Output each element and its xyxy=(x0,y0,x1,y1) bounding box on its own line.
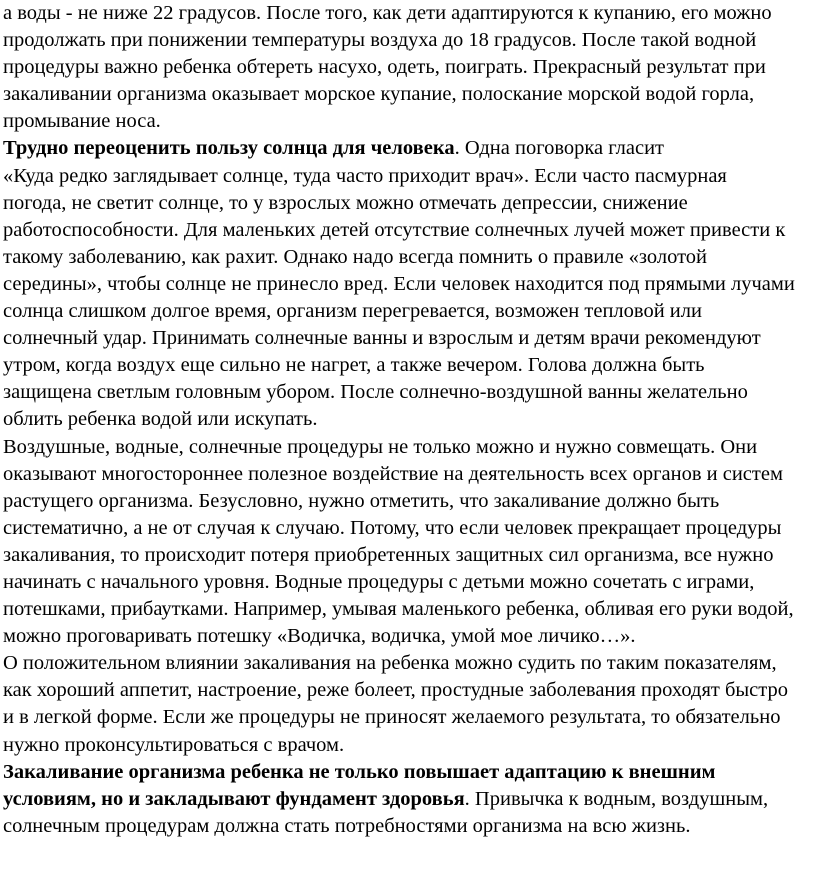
text-segment: солнечный удар. Принимать солнечные ванны и взрослым и детям врачи рекомендуют xyxy=(3,327,761,350)
text-segment: и в легкой форме. Если же процедуры не приносят желаемого результата, то обязательно xyxy=(3,706,781,729)
text-line xyxy=(3,379,816,406)
text-line xyxy=(3,271,816,298)
text-segment: защищена светлым головным убором. После солнечно-воздушной ванны желательно xyxy=(3,381,748,404)
bold-text-segment: Трудно переоценить пользу солнца для человека xyxy=(3,137,455,160)
text-segment: «Куда редко заглядывает солнце, туда часто приходит врач». Если часто пасмурная xyxy=(3,164,727,187)
text-segment: закаливания, то происходит потеря приобретенных защитных сил организма, все нужно xyxy=(3,543,774,566)
text-segment: Воздушные, водные, солнечные процедуры не только можно и нужно совмещать. Они xyxy=(3,435,758,458)
text-line xyxy=(3,596,816,623)
text-line xyxy=(3,217,816,244)
text-segment: солнечным процедурам должна стать потребностями организма на всю жизнь. xyxy=(3,814,691,837)
text-segment: можно проговаривать потешку «Водичка, водичка, умой мое личико…». xyxy=(3,625,636,648)
text-segment: О положительном влиянии закаливания на ребенка можно судить по таким показателям, xyxy=(3,652,777,675)
text-segment: процедуры важно ребенка обтереть насухо, одеть, поиграть. Прекрасный результат при xyxy=(3,56,766,79)
text-segment: . Привычка к водным, воздушным, xyxy=(464,787,769,810)
text-line xyxy=(3,759,816,786)
text-line xyxy=(3,515,816,542)
text-line xyxy=(3,461,816,488)
text-line xyxy=(3,732,816,759)
text-segment: утром, когда воздух еще сильно не нагрет, а также вечером. Голова должна быть xyxy=(3,354,705,377)
text-segment: облить ребенка водой или искупать. xyxy=(3,408,318,431)
text-line xyxy=(3,163,816,190)
text-segment: середины», чтобы солнце не принесло вред. Если человек находится под прямыми лучами xyxy=(3,272,795,295)
text-segment: солнца слишком долгое время, организм перегревается, возможен тепловой или xyxy=(3,300,702,323)
text-line xyxy=(3,135,816,162)
text-segment: растущего организма. Безусловно, нужно отметить, что закаливание должно быть xyxy=(3,489,720,512)
bold-text-segment: Закаливание организма ребенка не только повышает адаптацию к внешним xyxy=(3,760,716,783)
bold-text-segment: условиям, но и закладывают фундамент здоровья xyxy=(3,787,465,810)
text-line xyxy=(3,81,816,108)
text-line xyxy=(3,54,816,81)
text-segment: оказывают многостороннее полезное воздействие на деятельность всех органов и систем xyxy=(3,462,783,485)
text-line xyxy=(3,352,816,379)
text-line xyxy=(3,704,816,731)
text-line xyxy=(3,434,816,461)
text-segment: как хороший аппетит, настроение, реже болеет, простудные заболевания проходят быстро xyxy=(3,679,788,702)
text-line xyxy=(3,406,816,433)
text-segment: систематично, а не от случая к случаю. Потому, что если человек прекращает процедуры xyxy=(3,516,782,539)
text-line xyxy=(3,813,816,840)
text-line xyxy=(3,298,816,325)
text-segment: . Одна поговорка гласит xyxy=(454,137,664,160)
text-segment: начинать с начального уровня. Водные процедуры с детьми можно сочетать с играми, xyxy=(3,570,755,593)
text-segment: погода, не светит солнце, то у взрослых можно отмечать депрессии, снижение xyxy=(3,191,688,214)
text-segment: а воды - не ниже 22 градусов. После того, как дети адаптируются к купанию, его можно xyxy=(3,2,772,24)
text-line xyxy=(3,623,816,650)
text-line xyxy=(3,677,816,704)
text-segment: работоспособности. Для маленьких детей отсутствие солнечных лучей может привести к xyxy=(3,218,786,241)
text-segment: продолжать при понижении температуры воздуха до 18 градусов. После такой водной xyxy=(3,29,757,52)
document-body xyxy=(3,0,816,840)
text-line xyxy=(3,27,816,54)
text-segment: такому заболеванию, как рахит. Однако надо всегда помнить о правиле «золотой xyxy=(3,245,708,268)
text-line xyxy=(3,786,816,813)
text-segment: закаливании организма оказывает морское купание, полоскание морской водой горла, xyxy=(3,83,755,106)
text-segment: нужно проконсультироваться с врачом. xyxy=(3,733,345,756)
text-segment: промывание носа. xyxy=(3,110,161,133)
text-line xyxy=(3,108,816,135)
text-line xyxy=(3,325,816,352)
text-segment: потешками, прибаутками. Например, умывая маленького ребенка, обливая его руки водой, xyxy=(3,598,794,621)
text-line xyxy=(3,488,816,515)
text-line xyxy=(3,190,816,217)
text-line xyxy=(3,244,816,271)
text-line xyxy=(3,650,816,677)
text-line xyxy=(3,542,816,569)
text-line xyxy=(3,569,816,596)
text-line xyxy=(3,0,816,27)
